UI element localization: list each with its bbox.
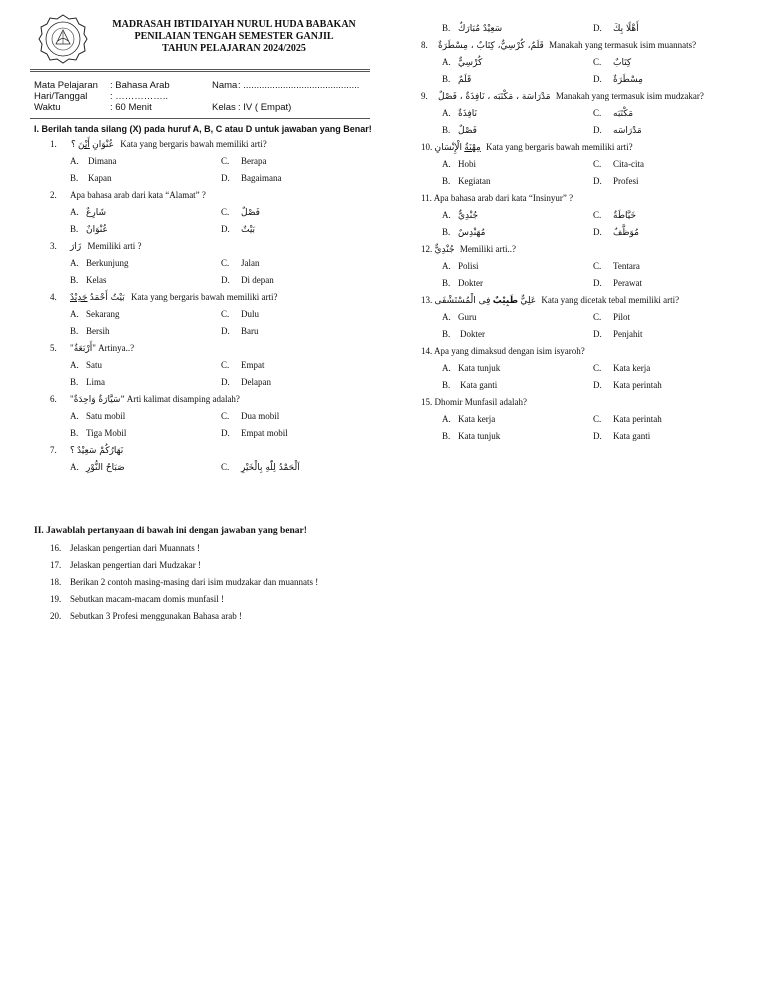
option-letter: A. <box>70 258 79 268</box>
essay-text: Jelaskan pengertian dari Muannats ! <box>70 543 200 553</box>
option-text: مُهَنْدِسٌ <box>458 228 486 238</box>
option-letter: B. <box>442 431 451 441</box>
option-text: Dua mobil <box>241 411 280 421</box>
option-b[interactable] <box>442 176 490 187</box>
arabic-text: عُنْوَانِ <box>92 140 114 150</box>
question-mark: ؟ <box>70 446 75 456</box>
essay-text: Berikan 2 contoh masing-masing dari isim mudzakar dan muannats ! <box>70 577 319 587</box>
option-letter: C. <box>593 414 602 424</box>
option-letter: C. <box>593 57 602 67</box>
option-letter: C. <box>221 156 230 166</box>
option-c[interactable] <box>221 360 265 371</box>
option-letter: B. <box>442 227 451 237</box>
option-b[interactable] <box>442 380 497 391</box>
option-d[interactable] <box>593 329 643 340</box>
option-letter: A. <box>70 309 79 319</box>
option-letter: B. <box>70 173 79 183</box>
question-2 <box>50 190 206 201</box>
option-d[interactable] <box>593 23 639 35</box>
option-text: Kata tunjuk <box>458 363 501 373</box>
option-letter: A. <box>70 462 79 472</box>
arabic-text: عَلِيٌّ <box>520 296 537 306</box>
option-b[interactable] <box>442 125 477 137</box>
arabic-text: أَرْبَعَةٌ <box>73 344 93 354</box>
option-a[interactable] <box>442 363 500 374</box>
question-5 <box>50 343 134 355</box>
question-number: 4. <box>50 292 57 302</box>
question-text: Manakah yang termasuk isim mudzakar? <box>555 91 704 101</box>
essay-item <box>50 594 318 611</box>
school-logo <box>38 14 88 64</box>
option-text: Guru <box>458 312 477 322</box>
option-text: Kata perintah <box>613 380 662 390</box>
option-letter: B. <box>70 224 79 234</box>
student-info <box>34 80 374 116</box>
class-value: : IV ( Empat) <box>238 102 292 113</box>
option-text: أَهْلًا بِكَ <box>613 24 639 34</box>
option-a[interactable] <box>70 156 117 167</box>
option-text: Kapan <box>88 173 112 183</box>
question-number: 2. <box>50 190 57 200</box>
option-text: Kata ganti <box>613 431 651 441</box>
option-text: Lima <box>86 377 105 387</box>
option-text: اَلْحَمْدُ لِلّٰهِ بِالْخَيْرِ <box>241 463 300 473</box>
option-text: Berkunjung <box>86 258 129 268</box>
option-letter: C. <box>221 360 230 370</box>
question-text: Kata yang dicetak tebal memiliki arti? <box>541 295 680 305</box>
option-text: عُنْوَانٌ <box>86 225 108 235</box>
option-text: جُنْدِيٌّ <box>458 211 479 221</box>
option-letter: D. <box>221 428 230 438</box>
option-letter: D. <box>593 125 602 135</box>
question-text: Kata yang bergaris bawah memiliki arti? <box>130 292 278 302</box>
option-a[interactable] <box>70 258 129 269</box>
option-letter: D. <box>593 23 602 33</box>
essay-number: 19. <box>50 594 62 604</box>
option-text: Polisi <box>458 261 479 271</box>
option-b[interactable] <box>442 329 485 340</box>
subject-value: : Bahasa Arab <box>110 80 170 91</box>
option-c[interactable] <box>593 414 662 425</box>
exam-title: PENILAIAN TENGAH SEMESTER GANJIL <box>134 31 334 42</box>
question-text: " Artinya..? <box>92 343 135 353</box>
option-a[interactable] <box>442 261 479 272</box>
option-letter: D. <box>593 227 602 237</box>
option-letter: A. <box>70 207 79 217</box>
option-text: Kata kerja <box>613 363 651 373</box>
option-letter: B. <box>442 278 451 288</box>
time-value: : 60 Menit <box>110 102 152 113</box>
option-text: Profesi <box>613 176 639 186</box>
question-number: 6. <box>50 394 57 404</box>
option-text: Satu <box>86 360 103 370</box>
option-text: Kata perintah <box>613 414 662 424</box>
question-number: 7. <box>50 445 57 455</box>
option-text: مُوَظَّفٌ <box>613 228 639 238</box>
option-letter: D. <box>221 377 230 387</box>
question-mark: ؟ <box>71 140 76 150</box>
question-9 <box>421 91 704 103</box>
option-letter: D. <box>593 329 602 339</box>
option-text: Bagaimana <box>241 173 282 183</box>
name-field: : ............................................ <box>238 80 360 91</box>
essay-text: Jelaskan pengertian dari Mudzakar ! <box>70 560 201 570</box>
option-text: بَيْتٌ <box>241 225 256 235</box>
name-label: Nama <box>212 80 238 91</box>
option-b[interactable] <box>442 431 500 442</box>
option-letter: B. <box>442 74 451 84</box>
arabic-text: زَارَ <box>70 242 82 252</box>
option-text: Kata tunjuk <box>458 431 501 441</box>
class-label: Kelas <box>212 102 236 113</box>
question-number: 15. <box>421 397 433 407</box>
option-a[interactable] <box>70 207 106 219</box>
option-letter: C. <box>221 411 230 421</box>
question-12 <box>421 244 516 256</box>
option-c[interactable] <box>221 156 266 167</box>
option-c[interactable] <box>221 411 279 422</box>
date-label: Hari/Tanggal <box>34 91 88 102</box>
essay-number: 16. <box>50 543 62 553</box>
option-text: Perawat <box>613 278 642 288</box>
option-a[interactable] <box>70 360 102 371</box>
option-c[interactable] <box>221 462 300 474</box>
question-number: 13. <box>421 295 433 305</box>
question-text: Dhomir Munfasil adalah? <box>434 397 527 407</box>
option-b[interactable] <box>70 428 126 439</box>
option-text: فَصْلٌ <box>241 208 260 218</box>
essay-item <box>50 560 318 577</box>
option-a[interactable] <box>442 159 476 170</box>
option-b[interactable] <box>70 326 110 337</box>
question-number: 5. <box>50 343 57 353</box>
subject-label: Mata Pelajaran <box>34 80 98 91</box>
option-text: كِتَابٌ <box>613 58 632 68</box>
arabic-underlined: أَيْنَ <box>78 140 90 150</box>
option-letter: C. <box>593 210 602 220</box>
essay-list <box>50 543 318 628</box>
essay-number: 17. <box>50 560 62 570</box>
option-letter: A. <box>70 360 79 370</box>
question-8 <box>421 40 696 52</box>
question-10 <box>421 142 633 154</box>
option-letter: A. <box>442 57 451 67</box>
option-text: شَارِعٌ <box>86 208 106 218</box>
option-c[interactable] <box>221 309 259 320</box>
question-text: Manakah yang termasuk isim muannats? <box>549 40 697 50</box>
option-text: قَلَمٌ <box>458 75 472 85</box>
option-letter: C. <box>593 312 602 322</box>
question-text: Kata yang bergaris bawah memiliki arti? <box>120 139 267 149</box>
question-text: ” Arti kalimat disamping adalah? <box>120 394 240 404</box>
question-number: 12. <box>421 244 433 254</box>
option-letter: A. <box>442 159 451 169</box>
option-text: Baru <box>241 326 259 336</box>
option-d[interactable] <box>593 227 639 239</box>
option-letter: A. <box>442 312 451 322</box>
arabic-text: قَلَمٌ، كُرْسِيٌّ، كِتَابٌ ، مِسْطَرَةٌ <box>438 41 544 51</box>
option-letter: A. <box>442 414 451 424</box>
option-text: Kelas <box>86 275 107 285</box>
option-c[interactable] <box>593 108 633 120</box>
option-text: Tentara <box>613 261 640 271</box>
option-letter: B. <box>442 125 451 135</box>
option-a[interactable] <box>442 108 477 120</box>
arabic-text: سَيَّارَةٌ وَاحِدَةٌ <box>73 395 121 405</box>
question-1 <box>50 139 267 151</box>
option-text: Jalan <box>241 258 260 268</box>
option-letter: D. <box>221 224 230 234</box>
option-b[interactable] <box>70 224 108 236</box>
question-number: 3. <box>50 241 57 251</box>
option-text: فَصْلٌ <box>458 126 477 136</box>
essay-number: 18. <box>50 577 62 587</box>
option-d[interactable] <box>593 431 650 442</box>
option-text: Kata kerja <box>458 414 496 424</box>
option-text: Cita-cita <box>613 159 644 169</box>
option-d[interactable] <box>593 380 662 391</box>
option-text: نَافِذَةٌ <box>458 109 477 119</box>
option-letter: C. <box>593 261 602 271</box>
document-header <box>88 19 380 55</box>
option-c[interactable] <box>593 261 640 272</box>
question-number: 1. <box>50 139 57 149</box>
question-13 <box>421 295 679 307</box>
option-a[interactable] <box>442 210 478 222</box>
option-letter: D. <box>593 74 602 84</box>
academic-year: TAHUN PELAJARAN 2024/2025 <box>162 43 306 54</box>
arabic-underlined: مِهْنَةُ <box>464 143 481 153</box>
option-d[interactable] <box>221 173 281 184</box>
question-text: Memiliki arti ? <box>87 241 142 251</box>
option-letter: A. <box>442 108 451 118</box>
option-letter: B. <box>442 329 451 339</box>
option-b[interactable] <box>442 278 483 289</box>
option-letter: A. <box>70 411 79 421</box>
option-d[interactable] <box>221 224 255 236</box>
question-text: Apa yang dimaksud dengan isim isyaroh? <box>434 346 585 356</box>
question-number: 14. <box>421 346 433 356</box>
arabic-text: نَهَارُكُمْ سَعِيْدٌ <box>77 446 124 456</box>
option-d[interactable] <box>221 326 259 337</box>
option-a[interactable] <box>70 462 125 474</box>
option-letter: B. <box>442 23 451 33</box>
option-b[interactable] <box>442 23 502 35</box>
question-text: Apa bahasa arab dari kata “Insinyur” ? <box>433 193 574 203</box>
option-letter: C. <box>593 363 602 373</box>
question-3 <box>50 241 141 253</box>
option-text: Bersih <box>86 326 110 336</box>
arabic-text: الْإِنْسَانِ <box>434 143 463 153</box>
option-letter: B. <box>442 176 451 186</box>
option-c[interactable] <box>593 57 631 69</box>
option-text: كُرْسِيٌّ <box>458 58 483 68</box>
option-a[interactable] <box>442 57 482 69</box>
option-d[interactable] <box>593 125 642 137</box>
option-letter: A. <box>442 363 451 373</box>
option-letter: B. <box>442 380 451 390</box>
option-text: Tiga Mobil <box>86 428 127 438</box>
question-14 <box>421 346 585 357</box>
option-b[interactable] <box>70 275 107 286</box>
option-a[interactable] <box>70 411 125 422</box>
option-letter: B. <box>70 377 79 387</box>
info-divider <box>30 118 370 119</box>
arabic-text: بَيْتُ أَحْمَدُ <box>89 293 125 303</box>
option-letter: B. <box>70 428 79 438</box>
option-text: Empat <box>241 360 265 370</box>
option-d[interactable] <box>593 176 639 187</box>
option-letter: D. <box>593 278 602 288</box>
essay-text: Sebutkan macam-macam domis munfasil ! <box>70 594 224 604</box>
option-letter: B. <box>70 275 79 285</box>
header-divider <box>30 69 370 70</box>
option-a[interactable] <box>442 312 477 323</box>
option-c[interactable] <box>593 210 636 222</box>
option-letter: C. <box>221 258 230 268</box>
essay-text: Sebutkan 3 Profesi menggunakan Bahasa arab ! <box>70 611 242 621</box>
arabic-bold: طَبِيْبٌ <box>492 296 519 306</box>
essay-number: 20. <box>50 611 62 621</box>
option-text: Pilot <box>613 312 631 322</box>
option-text: Satu mobil <box>86 411 126 421</box>
option-c[interactable] <box>221 258 260 269</box>
option-d[interactable] <box>221 377 271 388</box>
date-value: : …………….. <box>110 91 169 102</box>
option-letter: C. <box>221 309 230 319</box>
option-letter: D. <box>221 275 230 285</box>
option-letter: C. <box>221 462 230 472</box>
option-c[interactable] <box>593 312 630 323</box>
question-text: Memiliki arti..? <box>459 244 517 254</box>
option-b[interactable] <box>70 173 112 184</box>
section-2-instruction: II. Jawablah pertanyaan di bawah ini dengan jawaban yang benar! <box>34 526 307 536</box>
option-c[interactable] <box>593 363 650 374</box>
option-letter: D. <box>221 173 230 183</box>
option-text: Kata ganti <box>460 380 498 390</box>
option-text: خَيَّاطَةٌ <box>613 211 637 221</box>
question-text: Apa bahasa arab dari kata “Alamat” ? <box>70 190 206 200</box>
option-c[interactable] <box>593 159 644 170</box>
essay-item <box>50 577 318 594</box>
option-letter: D. <box>221 326 230 336</box>
option-text: Dulu <box>241 309 259 319</box>
option-letter: A. <box>442 261 451 271</box>
time-label: Waktu <box>34 102 61 113</box>
school-name: MADRASAH IBTIDAIYAH NURUL HUDA BABAKAN <box>112 19 356 30</box>
option-text: Hobi <box>458 159 476 169</box>
option-text: Empat mobil <box>241 428 288 438</box>
option-text: صَبَاحُ النُّوْرِ <box>86 463 125 473</box>
option-text: Dokter <box>460 329 485 339</box>
option-text: مَدْرَاسَه <box>613 126 642 136</box>
option-text: Dokter <box>458 278 483 288</box>
essay-item <box>50 543 318 560</box>
option-d[interactable] <box>221 428 288 439</box>
question-number: 8. <box>421 40 428 50</box>
option-text: Kegiatan <box>458 176 491 186</box>
question-number: 11. <box>421 193 432 203</box>
quote-mark: " <box>70 343 74 353</box>
question-4 <box>50 292 277 304</box>
question-15 <box>421 397 527 408</box>
option-d[interactable] <box>593 278 642 289</box>
option-text: Berapa <box>241 156 267 166</box>
question-number: 10. <box>421 142 433 152</box>
option-b[interactable] <box>70 377 105 388</box>
option-b[interactable] <box>442 74 471 86</box>
arabic-text: مَدْرَاسَة ، مَكْتَبَه ، نَافِذَةٌ ، فَصْلٌ <box>438 92 551 102</box>
option-text: سَعِيْدٌ مُبَارَكٌ <box>458 24 503 34</box>
question-11 <box>421 193 573 204</box>
option-letter: A. <box>442 210 451 220</box>
option-text: Dimana <box>88 156 117 166</box>
option-letter: D. <box>593 380 602 390</box>
option-text: Delapan <box>241 377 271 387</box>
section-1-instruction: I. Berilah tanda silang (X) pada huruf A, B, C atau D untuk jawaban yang Benar! <box>34 124 372 134</box>
question-number: 9. <box>421 91 428 101</box>
option-a[interactable] <box>70 309 120 320</box>
question-text: Kata yang bergaris bawah memiliki arti? <box>486 142 633 152</box>
quote-mark: " <box>70 394 74 404</box>
option-text: Di depan <box>241 275 274 285</box>
arabic-underlined: جَدِيْدٌ <box>70 293 88 303</box>
option-b[interactable] <box>442 227 485 239</box>
option-letter: A. <box>70 156 79 166</box>
option-letter: D. <box>593 431 602 441</box>
header-divider-2 <box>30 71 370 72</box>
option-text: مَكْتَبَه <box>613 109 634 119</box>
option-letter: C. <box>221 207 230 217</box>
arabic-text: جُنْدِيٌّ <box>434 245 455 255</box>
essay-item <box>50 611 318 628</box>
option-letter: D. <box>593 176 602 186</box>
question-7 <box>50 445 123 457</box>
option-letter: C. <box>593 159 602 169</box>
option-a[interactable] <box>442 414 495 425</box>
option-d[interactable] <box>593 74 643 86</box>
option-c[interactable] <box>221 207 260 219</box>
option-d[interactable] <box>221 275 274 286</box>
option-text: Sekarang <box>86 309 120 319</box>
option-letter: B. <box>70 326 79 336</box>
option-text: مِسْطَرَةٌ <box>613 75 643 85</box>
question-6 <box>50 394 240 406</box>
arabic-text: فِى الْمُسْتَشْفَى <box>434 296 491 306</box>
option-text: Penjahit <box>613 329 643 339</box>
option-letter: C. <box>593 108 602 118</box>
